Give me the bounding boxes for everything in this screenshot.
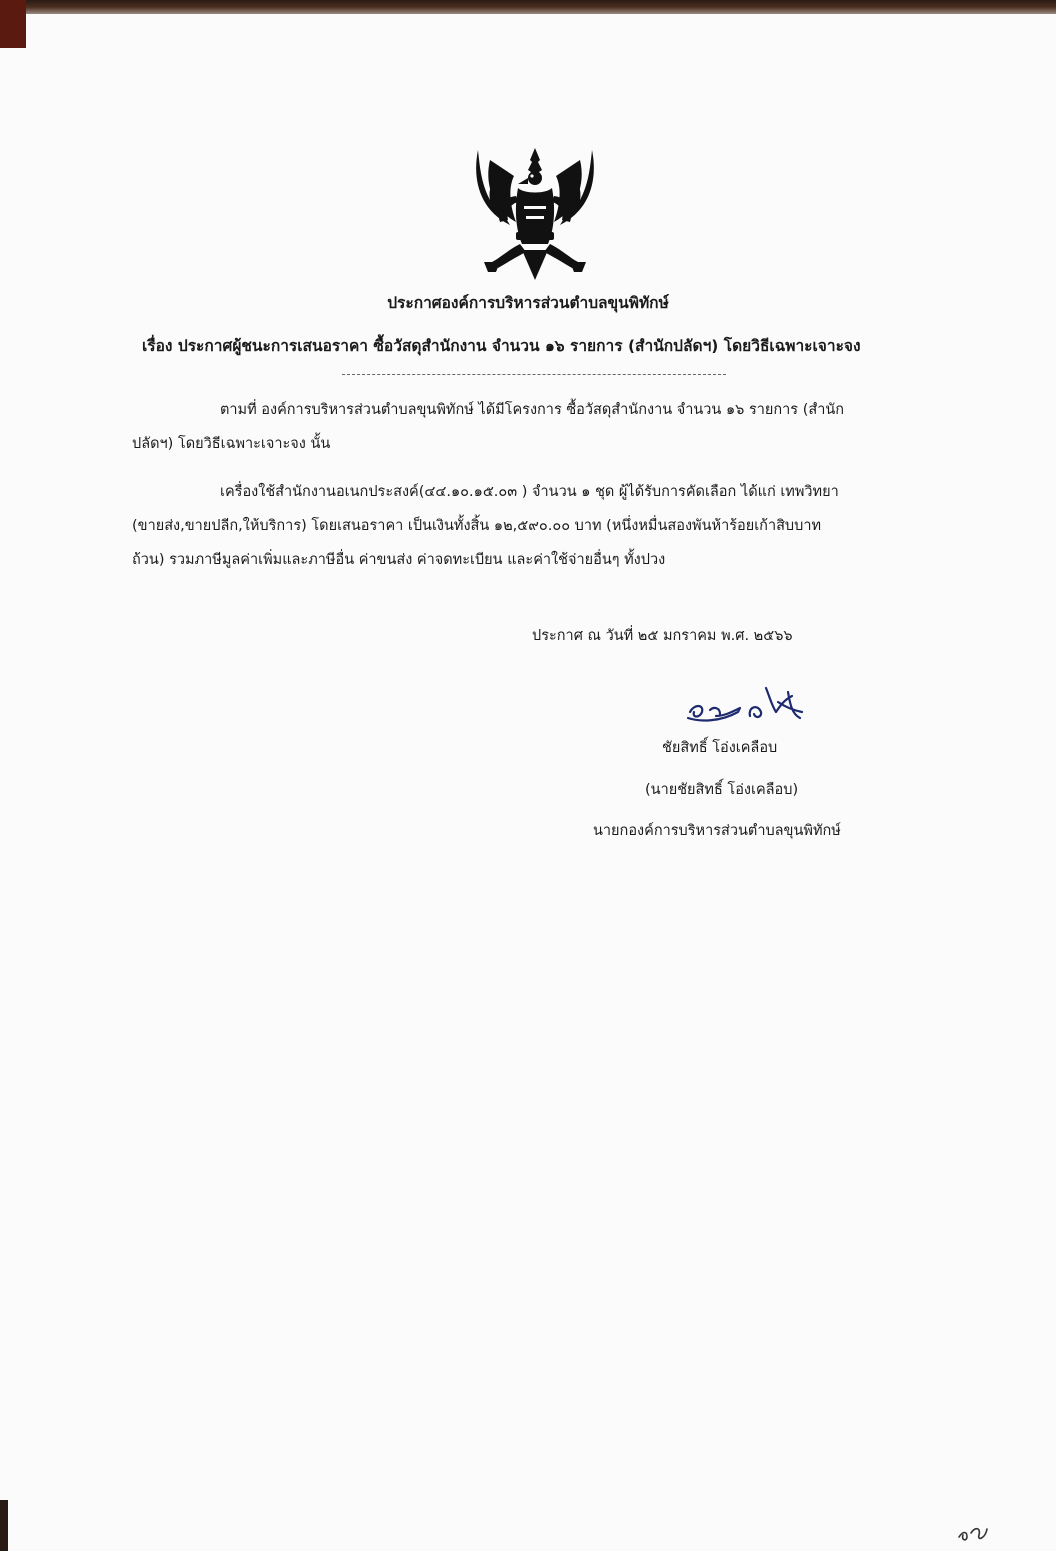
page-mark-icon — [955, 1515, 993, 1545]
paragraph-1-line-1: ตามที่ องค์การบริหารส่วนตำบลขุนพิทักษ์ ได้มีโครงการ ซื้อวัสดุสำนักงาน จำนวน ๑๖ รายการ (สำนัก — [220, 402, 845, 418]
signer-title: นายกองค์การบริหารส่วนตำบลขุนพิทักษ์ — [593, 823, 841, 839]
scan-top-edge — [0, 0, 1056, 14]
scan-corner — [0, 0, 26, 48]
document-subject: เรื่อง ประกาศผู้ชนะการเสนอราคา ซื้อวัสดุสำนักงาน จำนวน ๑๖ รายการ (สำนักปลัดฯ) โดยวิธีเฉพาะเจาะจง — [142, 337, 861, 355]
paragraph-2-line-2: (ขายส่ง,ขายปลีก,ให้บริการ) โดยเสนอราคา เป็นเงินทั้งสิ้น ๑๒,๕๙๐.๐๐ บาท (หนึ่งหมื่นสองพันห้าร้อยเก้าสิบบาท — [132, 518, 822, 534]
signer-name: ชัยสิทธิ์ โอ่งเคลือบ — [662, 740, 778, 756]
paragraph-2-line-3: ถ้วน) รวมภาษีมูลค่าเพิ่มและภาษีอื่น ค่าขนส่ง ค่าจดทะเบียน และค่าใช้จ่ายอื่นๆ ทั้งปวง — [132, 552, 666, 568]
garuda-emblem-icon — [470, 140, 600, 290]
signature-image — [680, 682, 815, 727]
paragraph-2-line-1: เครื่องใช้สำนักงานอเนกประสงค์(๔๔.๑๐.๑๕.๐๓ ) จำนวน ๑ ชุด ผู้ได้รับการคัดเลือก ได้แก่ เทพวิทยา — [220, 484, 839, 500]
scan-left-edge — [0, 1500, 8, 1551]
announcement-date: ประกาศ ณ วันที่ ๒๕ มกราคม พ.ศ. ๒๕๖๖ — [532, 628, 793, 644]
divider — [342, 374, 726, 375]
document-title: ประกาศองค์การบริหารส่วนตำบลขุนพิทักษ์ — [387, 294, 669, 312]
signer-full-name: (นายชัยสิทธิ์ โอ่งเคลือบ) — [645, 782, 799, 798]
paragraph-1-line-2: ปลัดฯ) โดยวิธีเฉพาะเจาะจง นั้น — [132, 436, 331, 452]
